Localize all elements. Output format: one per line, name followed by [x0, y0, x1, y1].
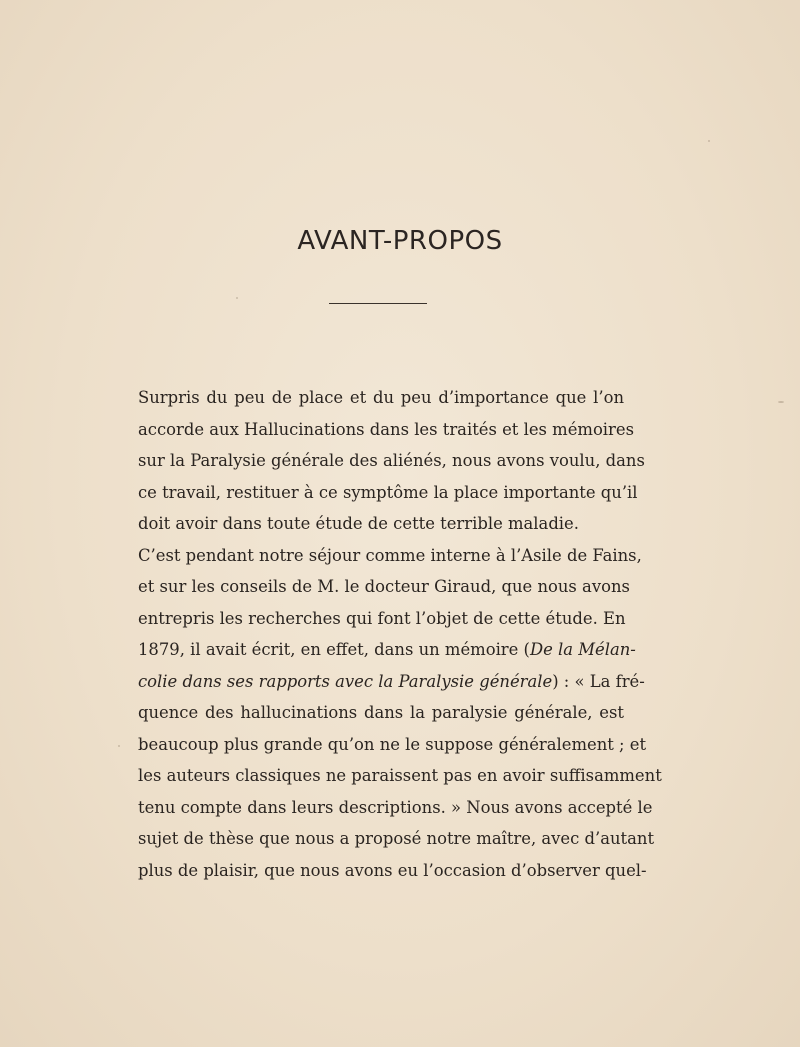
text-line: quence des hallucinations dans la paralysie générale, est: [138, 703, 624, 722]
text-segment: 1879, il avait écrit, en effet, dans un mémoire (: [138, 640, 530, 659]
page-title: AVANT-PROPOS: [297, 226, 503, 256]
text-line: sur la Paralysie générale des aliénés, nous avons voulu, dans: [138, 451, 645, 470]
text-line: les auteurs classiques ne paraissent pas en avoir suffisamment: [138, 766, 662, 785]
text-line: [138, 634, 636, 666]
text-line: C’est pendant notre séjour comme interne à l’Asile de Fains,: [138, 545, 642, 565]
italic-title-segment: colie dans ses rapports avec la Paralysie générale: [138, 671, 553, 691]
text-line: Surpris du peu de place et du peu d’importance que l’on: [138, 388, 624, 407]
body-text: [138, 382, 662, 886]
text-segment: ) : « La fré-: [552, 671, 645, 691]
text-line: accorde aux Hallucinations dans les traités et les mémoires: [138, 419, 635, 439]
text-line: plus de plaisir, que nous avons eu l’occasion d’observer quel-: [138, 860, 647, 880]
text-line: ce travail, restituer à ce symptôme la place importante qu’il: [138, 482, 638, 502]
paper-speck: [708, 140, 710, 142]
italic-title-segment: De la Mélan-: [529, 640, 636, 659]
paper-speck: [778, 401, 784, 403]
text-line: sujet de thèse que nous a proposé notre maître, avec d’autant: [138, 829, 655, 848]
text-line: [138, 666, 645, 698]
text-line: entrepris les recherches qui font l’objet de cette étude. En: [138, 608, 626, 628]
title-rule: [329, 303, 427, 304]
paper-speck: [236, 297, 238, 299]
text-line: doit avoir dans toute étude de cette terrible maladie.: [138, 514, 579, 533]
text-line: beaucoup plus grande qu’on ne le suppose généralement ; et: [138, 734, 647, 754]
paper-speck: [118, 745, 120, 747]
text-line: tenu compte dans leurs descriptions. » Nous avons accepté le: [138, 797, 653, 817]
text-line: et sur les conseils de M. le docteur Giraud, que nous avons: [138, 577, 630, 596]
